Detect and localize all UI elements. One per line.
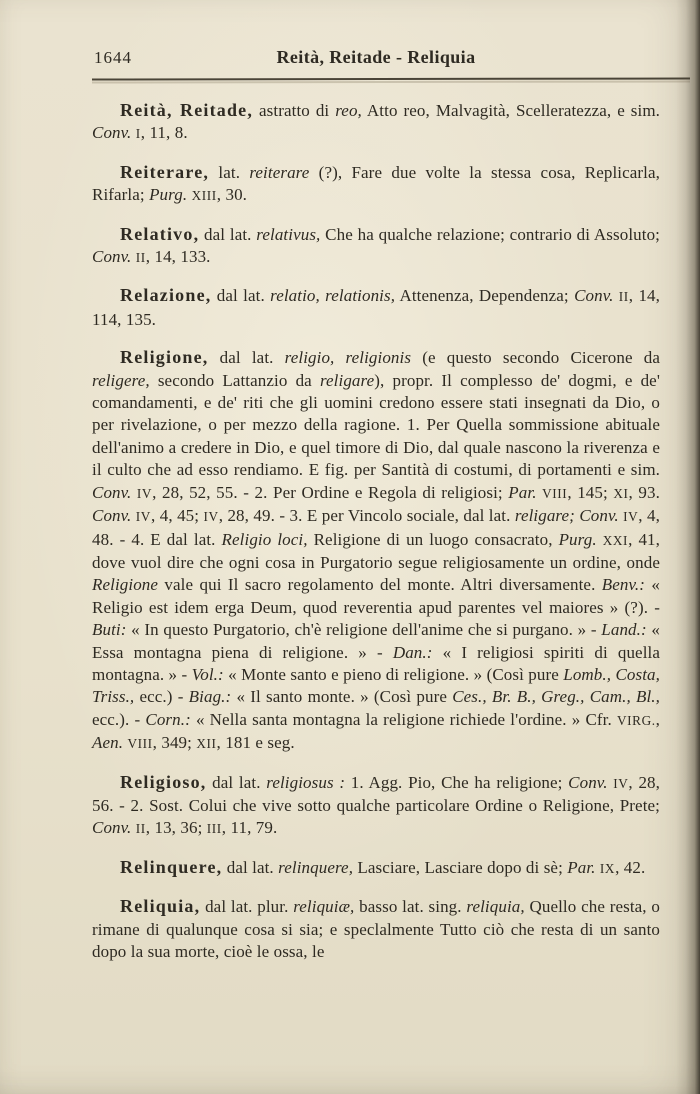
entry-text: Che ha qualche relazione; contrario di Assoluto;: [320, 224, 661, 244]
entry-text: , 4, 48. - 4. E dal lat.: [92, 506, 660, 549]
entry-text: II: [135, 250, 146, 266]
dictionary-entry: [92, 895, 660, 963]
entry-text: lat.: [209, 162, 250, 182]
entry-text: I: [135, 126, 141, 142]
entry-text: dal lat.: [211, 286, 271, 306]
entry-text: , 28, 56. - 2. Sost. Colui che vive sotto qualche particolare Ordine o Religione, Prete;: [92, 772, 660, 815]
entry-text: , 14, 133.: [145, 247, 211, 267]
entry-text: II: [135, 821, 146, 837]
entry-text: dal lat.: [199, 224, 257, 244]
entry-text: religiosus :: [266, 772, 346, 792]
entry-text: Purg.: [558, 529, 603, 549]
entry-text: VIII: [542, 485, 568, 501]
entry-text: XIII: [191, 188, 217, 204]
entry-text: Quello che resta, o rimane di qualunque cosa si sia; e speclalmente Tutto ciò che resta di un santo dopo la sua morte, cioè le ossa, le: [92, 897, 660, 961]
headword: Relazione,: [120, 285, 212, 306]
entry-text: Par.: [567, 857, 600, 877]
dictionary-entry: [92, 223, 660, 270]
entry-text: VIRG.: [616, 712, 656, 728]
entry-text: , 41, dove vuol dire che ogni cosa in Purgatorio segue religiosamente un ordine, onde: [92, 529, 660, 572]
running-title: Reità, Reitade - Reliquia: [276, 47, 476, 67]
entry-text: Conv.: [92, 482, 137, 502]
entry-text: III: [206, 821, 222, 837]
entry-text: IV: [623, 509, 639, 525]
headword: Religione,: [120, 347, 209, 368]
entry-text: Biag.:: [188, 687, 232, 707]
entry-text: , 349;: [152, 733, 197, 753]
entry-text: , 181 e seg.: [216, 733, 295, 753]
entry-text: IV: [136, 485, 153, 501]
entry-text: dal lat. plur.: [200, 897, 294, 917]
entry-text: religare: [319, 370, 375, 390]
entry-text: dal lat.: [206, 772, 267, 792]
entry-text: reo,: [335, 101, 362, 120]
entry-text: relinquere,: [278, 857, 354, 877]
entry-text: « Nella santa montagna la religione richiede l'ordine. » Cfr.: [190, 709, 617, 729]
entry-text: , 30.: [216, 185, 248, 205]
entry-text: II: [618, 289, 629, 305]
dictionary-entry: [92, 99, 660, 146]
entry-text: Conv.: [574, 286, 619, 306]
entry-text: dal lat.: [222, 857, 279, 877]
entry-text: Attenenza, Dependenza;: [395, 286, 575, 306]
entry-text: , 4, 45;: [150, 506, 204, 526]
entry-text: Purg.: [149, 185, 192, 205]
entry-text: Benv.:: [601, 575, 646, 595]
entry-text: XII: [196, 736, 217, 752]
entry-text: Aen.: [92, 733, 128, 753]
entry-text: XXI: [602, 532, 629, 548]
entry-text: , 42.: [615, 857, 646, 877]
entry-text: Buti:: [92, 620, 127, 640]
entry-text: , 28, 52, 55. - 2. Per Ordine e Regola di religiosi;: [152, 482, 509, 502]
entry-text: Conv.: [92, 818, 136, 838]
entry-text: Dan.:: [392, 642, 433, 662]
entry-text: relativus,: [256, 224, 321, 244]
entry-text: vale qui Il sacro regolamento del monte. Altri diversamente.: [158, 575, 602, 595]
entry-text: Conv.: [92, 123, 136, 143]
entry-text: « I religiosi spiriti di quella montagna. » -: [92, 642, 660, 684]
entry-text: Lomb., Costa, Triss.,: [92, 664, 660, 707]
entry-text: Religione di un luogo consacrato,: [307, 529, 559, 549]
entry-text: religare; Conv.: [514, 506, 624, 526]
entry-text: (e questo secondo Cicerone da: [411, 348, 660, 368]
entry-text: , 11, 79.: [221, 818, 278, 838]
entry-text: VIII: [127, 736, 153, 752]
entry-text: , 145;: [567, 482, 614, 502]
entry-text: secondo Lattanzio da: [149, 370, 320, 390]
entry-text: religere,: [92, 370, 150, 390]
entry-text: Religione: [92, 575, 159, 595]
entry-text: relatio, relationis,: [270, 286, 396, 306]
entry-text: Conv.: [568, 772, 614, 792]
entry-text: reliquiæ,: [293, 897, 355, 917]
entry-text: XI: [613, 485, 629, 501]
dictionary-entry: [92, 284, 660, 331]
entry-text: Conv.: [92, 247, 136, 267]
entry-text: Vol.:: [191, 664, 224, 684]
entry-text: IV: [135, 509, 151, 525]
entry-text: 1. Agg. Pio, Che ha religione;: [345, 772, 569, 792]
entry-text: reliquia,: [466, 897, 525, 917]
page-number: 1644: [94, 48, 132, 67]
entry-text: ecc.). -: [92, 709, 146, 729]
headword: Reità, Reitade,: [120, 100, 254, 120]
entry-text: Land.:: [601, 620, 647, 640]
entry-text: (?), Fare due volte la stessa cosa, Replicarla, Rifarla;: [92, 162, 660, 205]
entry-text: « Essa montagna piena di religione. » -: [92, 620, 661, 662]
page-edge-shadow: [676, 0, 700, 1094]
entry-text: « In questo Purgatorio, ch'è religione dell'anime che si purgano. » -: [126, 620, 602, 640]
headword: Relinquere,: [120, 856, 223, 877]
entry-text: ,: [655, 709, 661, 729]
entry-text: IX: [599, 860, 616, 876]
entry-text: Ces., Br. B., Greg., Cam., Bl.,: [452, 687, 660, 707]
dictionary-entry: [92, 771, 660, 841]
headword: Reliquia,: [120, 896, 201, 917]
dictionary-entry: [92, 346, 660, 755]
entry-text: , 28, 49. - 3. E per Vincolo sociale, dal lat.: [218, 506, 515, 526]
headword: Relativo,: [120, 223, 200, 244]
entry-text: Corn.:: [145, 709, 191, 729]
page-header: [92, 47, 660, 71]
entry-text: , 93.: [628, 482, 660, 502]
entry-text: Conv.: [92, 506, 136, 526]
entry-text: basso lat. sing.: [354, 897, 467, 917]
entry-text: ecc.) -: [134, 687, 189, 707]
entry-text: « Monte santo e pieno di religione. » (Così pure: [223, 664, 564, 684]
entry-text: « Il santo monte. » (Così pure: [231, 687, 453, 707]
header-rule: [92, 77, 690, 80]
entry-text: « Religio est idem erga Deum, quod reverentia apud parentes vel maiores » (?). -: [92, 575, 661, 617]
entry-text: religio, religionis: [284, 348, 412, 368]
dictionary-entry: [92, 856, 660, 880]
entries: [92, 99, 660, 963]
headword: Reiterare,: [120, 161, 210, 182]
entry-text: , 14, 114, 135.: [92, 286, 660, 329]
entry-text: dal lat.: [208, 348, 285, 368]
entry-text: , 13, 36;: [145, 818, 207, 838]
entry-text: reiterare: [249, 162, 310, 182]
entry-text: Par.: [508, 482, 543, 502]
entry-text: IV: [203, 509, 219, 525]
entry-text: Atto reo, Malvagità, Scelleratezza, e sim.: [361, 101, 661, 120]
entry-text: ), propr. Il complesso de' dogmi, e de' comandamenti, e de' riti che gli uomini credono essere stati insegnati da Dio, o per rivelazione, o per mezzo della ragione. 1. Per Quella sommissione abituale dell'animo a credere in Dio, e quel timore di Dio, dal quale nascono la riverenza e il culto che ad esso rendiamo. E fig. per Santità di costumi, di portamenti e sim.: [92, 370, 660, 480]
entry-text: IV: [613, 775, 629, 791]
dictionary-entry: [92, 161, 660, 208]
entry-text: , 11, 8.: [140, 123, 188, 143]
entry-text: astratto di: [253, 101, 336, 120]
entry-text: Lasciare, Lasciare dopo di sè;: [353, 857, 568, 877]
headword: Religioso,: [120, 771, 207, 792]
entry-text: Religio loci,: [221, 529, 308, 549]
